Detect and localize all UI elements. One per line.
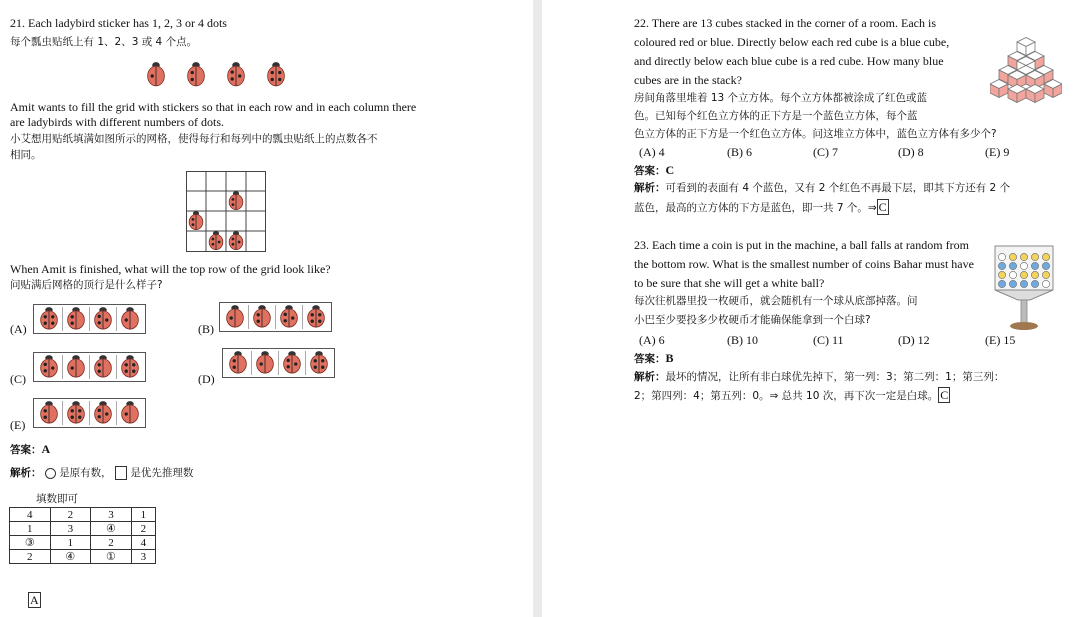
q22-zh3: 色立方体的正下方是一个红色立方体。问这堆立方体中，蓝色立方体有多少个? <box>634 128 997 140</box>
answer-table-cell: 2 <box>10 550 51 564</box>
option-ladybird <box>62 401 89 425</box>
q23-answer-label: 答案： <box>634 353 666 365</box>
q23-zh1: 每次往机器里投一枚硬币，就会随机有一个球从底部掉落。问 <box>634 295 918 307</box>
ball <box>1009 253 1016 260</box>
answer-table-cell: ③ <box>10 536 51 550</box>
ball <box>1009 271 1016 278</box>
option-ladybird <box>36 401 62 425</box>
grid-ladybird <box>229 231 243 249</box>
q22-line3: and directly below each blue cube is a red cube. How many blue <box>634 54 944 68</box>
q22-expl2-text: 蓝色，最高的立方体的下方是蓝色，即一共 7 个。⇒ <box>634 202 877 214</box>
q21-question-zh: 问贴满后网格的顶行是什么样子? <box>10 279 163 291</box>
answer-table-cell: 1 <box>131 508 155 522</box>
q22-option-c[interactable]: (C) 7 <box>813 145 838 159</box>
q23-option-e[interactable]: (E) 15 <box>985 333 1016 347</box>
cube <box>1008 85 1026 103</box>
option-ladybird <box>116 401 143 425</box>
ball <box>1020 262 1027 269</box>
option-a-label: (A) <box>10 322 27 336</box>
q22-options <box>639 145 1079 160</box>
answer-table-row <box>10 536 156 550</box>
grid-ladybird <box>189 211 203 229</box>
puzzle-grid-svg <box>186 171 266 253</box>
answer-table-cell: 3 <box>91 508 132 522</box>
answer-table-cell: 4 <box>10 508 51 522</box>
answer-table-cell: 2 <box>50 508 91 522</box>
answer-table-cell: 2 <box>91 536 132 550</box>
answer-table-cell: 3 <box>50 522 91 536</box>
q21-explanation <box>10 466 193 481</box>
q21-para-zh-2: 相同。 <box>10 149 42 161</box>
q22-answer-value: C <box>665 163 675 177</box>
option-ladybird <box>62 307 89 331</box>
option-ladybird <box>275 305 302 329</box>
q21-answer <box>10 442 50 458</box>
q23-line1: 23. Each time a coin is put in the machine, a ball falls at random from <box>634 238 969 252</box>
answer-table-cell: 1 <box>10 522 51 536</box>
q23-answer-value: B <box>665 351 674 365</box>
q22-line1: 22. There are 13 cubes stacked in the corner of a room. Each is <box>634 16 936 30</box>
option-ladybird <box>278 351 305 375</box>
q22-line4: cubes are in the stack? <box>634 73 742 87</box>
q22-option-a[interactable]: (A) 4 <box>639 145 665 159</box>
ball <box>1042 271 1049 278</box>
q23-expl1 <box>634 370 1004 385</box>
cube-stack-illustration <box>990 34 1062 112</box>
answer-table-cell: 2 <box>131 522 155 536</box>
option-e-label: (E) <box>10 418 26 432</box>
q21-expl-text1: 是原有数， <box>59 467 112 479</box>
ball <box>1042 262 1049 269</box>
answer-table-cell: 3 <box>131 550 155 564</box>
option-ladybird <box>36 307 62 331</box>
answer-table-cell: ④ <box>50 550 91 564</box>
q21-para-zh-1: 小艾想用贴纸填满如图所示的网格，使得每行和每列中的瓢虫贴纸上的点数各不 <box>10 133 378 145</box>
ball <box>1020 280 1027 287</box>
answer-table-cell: 4 <box>131 536 155 550</box>
option-ladybird <box>248 305 275 329</box>
q22-expl1 <box>634 181 1010 196</box>
grid-ladybird <box>229 191 243 209</box>
option-b-strip[interactable] <box>219 302 332 332</box>
q23-final-box: C <box>940 388 949 402</box>
q22-expl2 <box>634 200 889 216</box>
ball <box>998 262 1005 269</box>
option-ladybird <box>116 307 143 331</box>
q21-para-en-1: Amit wants to fill the grid with stickers so that in each row and in each column there <box>10 100 417 114</box>
ladybird-1-dot-icon <box>145 62 167 88</box>
q23-expl2 <box>634 388 950 404</box>
option-b-label: (B) <box>198 322 214 336</box>
option-d-strip[interactable] <box>222 348 335 378</box>
ball <box>998 280 1005 287</box>
q21-expl-text2: 是优先推理数 <box>130 467 194 479</box>
q21-final-answer <box>28 593 41 608</box>
ladybird-samples <box>145 62 287 88</box>
q21-answer-value: A <box>41 442 51 456</box>
q22-answer <box>634 163 674 179</box>
q22-expl1-text: 可看到的表面有 4 个蓝色，又有 2 个红色不再最下层，即其下方还有 2 个 <box>665 182 1011 194</box>
ball <box>998 271 1005 278</box>
q21-title-zh: 每个瓢虫贴纸上有 1、2、3 或 4 个点。 <box>10 36 198 48</box>
ball <box>1020 271 1027 278</box>
answer-table-cell: 1 <box>50 536 91 550</box>
q23-expl-label: 解析： <box>634 371 666 383</box>
ball <box>1031 280 1038 287</box>
option-ladybird <box>89 307 116 331</box>
ball <box>998 253 1005 260</box>
square-marker-icon <box>115 466 127 480</box>
option-ladybird <box>222 305 248 329</box>
cube <box>1026 85 1044 103</box>
option-ladybird <box>302 305 329 329</box>
q22-option-e[interactable]: (E) 9 <box>985 145 1010 159</box>
q23-line2: the bottom row. What is the smallest number of coins Bahar must have <box>634 257 974 271</box>
q23-zh2: 小巴至少要投多少枚硬币才能确保能拿到一个白球? <box>634 314 871 326</box>
ladybird-3-dot-icon <box>225 62 247 88</box>
puzzle-grid <box>186 171 266 251</box>
option-ladybird <box>225 351 251 375</box>
q21-title: 21. Each ladybird sticker has 1, 2, 3 or 4 dots <box>10 16 227 30</box>
q22-option-b[interactable]: (B) 6 <box>727 145 752 159</box>
ball <box>1020 253 1027 260</box>
q21-question-en: When Amit is finished, what will the top row of the grid look like? <box>10 262 331 276</box>
q23-options <box>639 333 1079 348</box>
q23-option-d[interactable]: (D) 12 <box>898 333 930 347</box>
option-ladybird <box>116 355 143 379</box>
ball <box>1042 253 1049 260</box>
answer-table <box>9 507 156 564</box>
q23-line3: to be sure that she will get a white ball? <box>634 276 825 290</box>
option-a-strip[interactable] <box>33 304 146 334</box>
option-c-label: (C) <box>10 372 26 386</box>
q22-answer-label: 答案： <box>634 165 666 177</box>
option-c-strip[interactable] <box>33 352 146 382</box>
ball <box>1009 280 1016 287</box>
q21-expl-label: 解析： <box>10 467 42 479</box>
q22-option-d[interactable]: (D) 8 <box>898 145 924 159</box>
fill-label: 填数即可 <box>36 493 78 505</box>
answer-table-cell: ① <box>91 550 132 564</box>
ball <box>1009 262 1016 269</box>
option-ladybird <box>89 401 116 425</box>
q23-option-b[interactable]: (B) 10 <box>727 333 758 347</box>
option-e-strip[interactable] <box>33 398 146 428</box>
q22-expl-label: 解析： <box>634 182 666 194</box>
option-ladybird <box>36 355 62 379</box>
option-d-label: (D) <box>198 372 215 386</box>
answer-table-cell: ④ <box>91 522 132 536</box>
right-page <box>542 0 1080 617</box>
q21-answer-label: 答案： <box>10 444 42 456</box>
ladybird-2-dot-icon <box>185 62 207 88</box>
ball <box>1031 271 1038 278</box>
grid-ladybird <box>209 231 223 249</box>
ball <box>1031 253 1038 260</box>
q22-final-box: C <box>878 200 887 214</box>
q23-option-a[interactable]: (A) 6 <box>639 333 665 347</box>
q23-answer <box>634 351 674 367</box>
q22-zh2: 色。已知每个红色立方体的正下方是一个蓝色立方体，每个蓝 <box>634 110 918 122</box>
option-ladybird <box>89 355 116 379</box>
q21-para-en-2: are ladybirds with different numbers of dots. <box>10 115 225 129</box>
ball-machine-illustration <box>992 244 1058 332</box>
q23-option-c[interactable]: (C) 11 <box>813 333 844 347</box>
option-ladybird <box>62 355 89 379</box>
q22-line2: coloured red or blue. Directly below each red cube is a blue cube, <box>634 35 950 49</box>
ladybird-4-dot-icon <box>265 62 287 88</box>
answer-table-row <box>10 522 156 536</box>
option-ladybird <box>305 351 332 375</box>
answer-table-row <box>10 550 156 564</box>
q22-zh1: 房间角落里堆着 13 个立方体。每个立方体都被涂成了红色或蓝 <box>634 92 928 104</box>
ball <box>1031 262 1038 269</box>
q23-expl1-text: 最坏的情况，让所有非白球优先掉下，第一列：3；第二列：1；第三列： <box>665 371 1005 383</box>
option-ladybird <box>251 351 278 375</box>
answer-table-row <box>10 508 156 522</box>
ball <box>1042 280 1049 287</box>
circle-marker-icon <box>45 468 56 479</box>
q23-expl2-text: 2；第四列：4；第五列：0。⇒ 总共 10 次，再下次一定是白球。 <box>634 390 939 402</box>
q21-final-box: A <box>30 593 39 607</box>
left-page <box>0 0 533 617</box>
